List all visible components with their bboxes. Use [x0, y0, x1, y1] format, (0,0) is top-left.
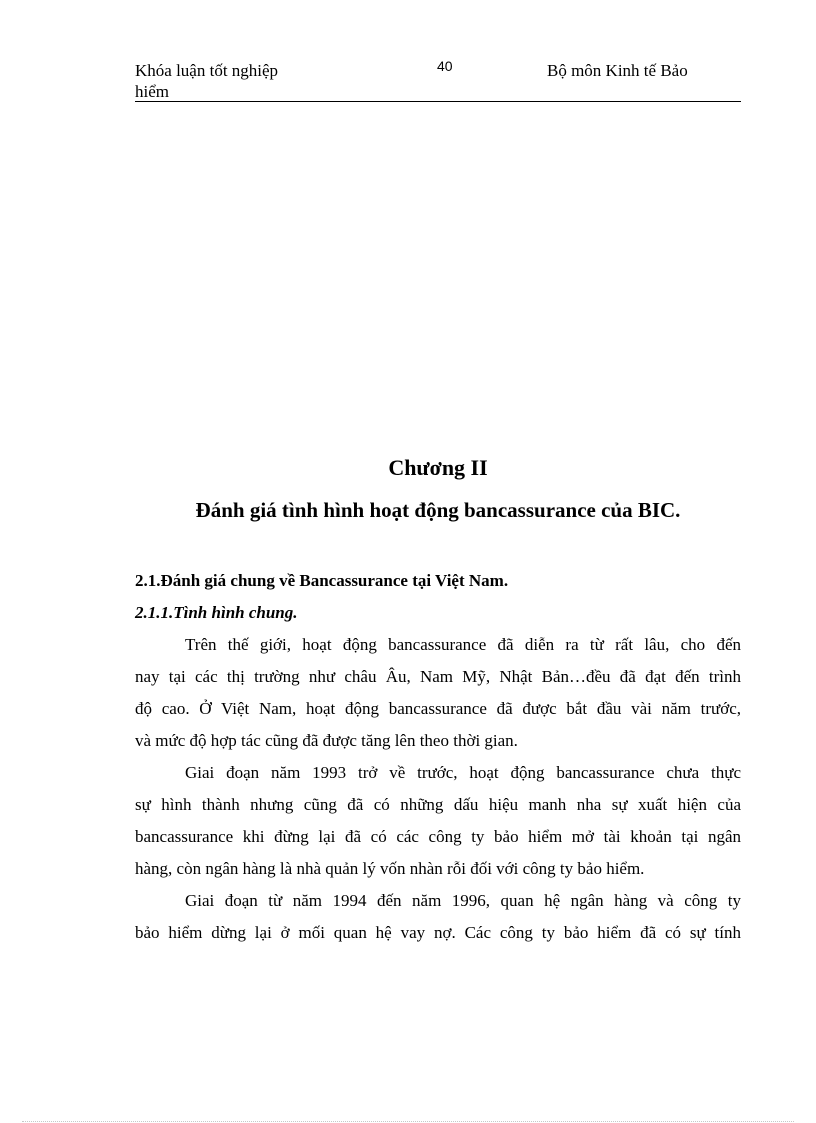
paragraph-line: và mức độ hợp tác cũng đã được tăng lên theo thời gian. [135, 731, 518, 750]
paragraph-line: độ cao. Ở Việt Nam, hoạt động bancassurance đã được bắt đầu vài năm trước, [135, 699, 741, 718]
paragraph-line: nay tại các thị trường như châu Âu, Nam Mỹ, Nhật Bản…đều đã đạt đến trình [135, 667, 741, 686]
paragraph-line: Giai đoạn năm 1993 trở về trước, hoạt động bancassurance chưa thực [185, 763, 741, 782]
paragraph-line: Trên thế giới, hoạt động bancassurance đã diễn ra từ rất lâu, cho đến [185, 635, 741, 654]
header-left-line1: Khóa luận tốt nghiệp [135, 61, 279, 80]
section-heading-2-1-1: 2.1.1.Tình hình chung. [135, 603, 298, 622]
header-left-line2: hiểm [135, 82, 169, 101]
paragraph-2 [135, 757, 741, 885]
header-divider [135, 101, 741, 102]
paragraph-line: bancassurance khi đừng lại đã có các công ty bảo hiểm mở tài khoản tại ngân [135, 827, 741, 846]
chapter-title: Đánh giá tình hình hoạt động bancassurance của BIC. [195, 498, 681, 522]
paragraph-line: bảo hiểm dừng lại ở mối quan hệ vay nợ. Các công ty bảo hiểm đã có sự tính [135, 923, 741, 942]
paragraph-1 [135, 629, 741, 757]
page-bottom-border [22, 1121, 794, 1122]
header-left [135, 60, 375, 102]
page-number: 40 [437, 58, 453, 74]
header-right: Bộ môn Kinh tế Bảo [547, 61, 688, 80]
paragraph-line: hàng, còn ngân hàng là nhà quản lý vốn nhàn rỗi đối với công ty bảo hiểm. [135, 859, 645, 878]
paragraph-line: Giai đoạn từ năm 1994 đến năm 1996, quan hệ ngân hàng và công ty [185, 891, 741, 910]
section-heading-2-1: 2.1.Đánh giá chung về Bancassurance tại Việt Nam. [135, 571, 509, 590]
paragraph-line: sự hình thành nhưng cũng đã có những dấu hiệu manh nha sự xuất hiện của [135, 795, 741, 814]
chapter-number: Chương II [388, 455, 488, 480]
paragraph-3 [135, 885, 741, 949]
